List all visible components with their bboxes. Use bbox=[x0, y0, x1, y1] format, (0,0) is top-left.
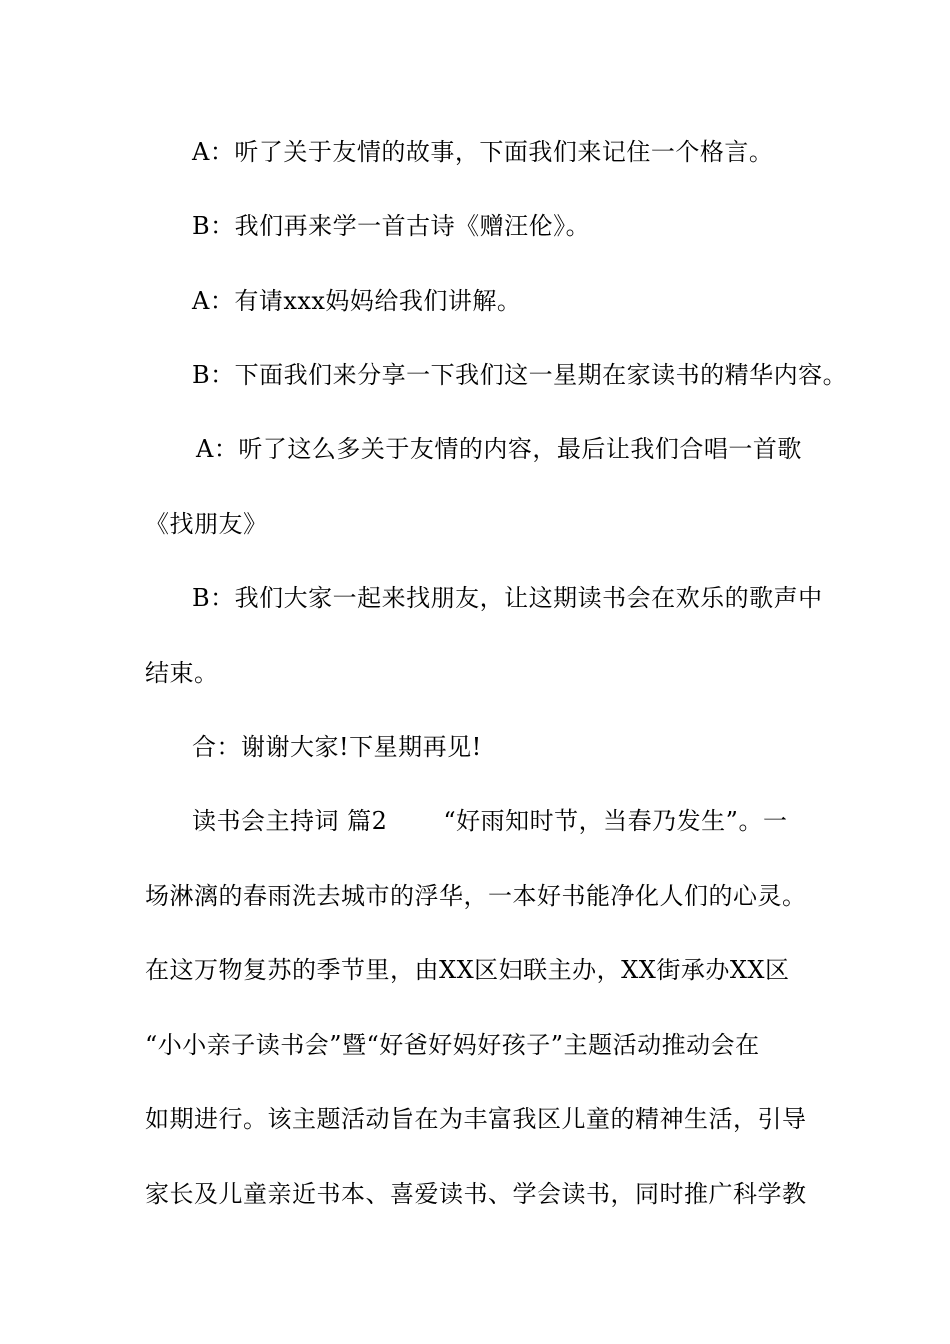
dialogue-line-a-3: A：听了这么多关于友情的内容，最后让我们合唱一首歌 bbox=[196, 435, 802, 463]
paragraph-line: 在这万物复苏的季节里，由XX区妇联主办，XX街承办XX区 bbox=[145, 956, 790, 984]
section-heading: 读书会主持词 篇2 bbox=[192, 807, 388, 835]
dialogue-line-b-1: B：我们再来学一首古诗《赠汪伦》。 bbox=[192, 212, 591, 240]
section-paragraph-first-line bbox=[192, 806, 787, 836]
dialogue-line-b-2: B：下面我们来分享一下我们这一星期在家读书的精华内容。 bbox=[192, 361, 848, 389]
dialogue-line-a-1: A：听了关于友情的故事，下面我们来记住一个格言。 bbox=[192, 138, 774, 166]
paragraph-line: 如期进行。该主题活动旨在为丰富我区儿童的精神生活，引导 bbox=[145, 1105, 807, 1133]
dialogue-line-b-3-cont: 结束。 bbox=[145, 659, 219, 687]
dialogue-line-a-3-cont: 《找朋友》 bbox=[145, 510, 268, 538]
dialogue-line-together: 合：谢谢大家!下星期再见! bbox=[192, 733, 482, 761]
paragraph-line: 场淋漓的春雨洗去城市的浮华，一本好书能净化人们的心灵。 bbox=[145, 882, 807, 910]
paragraph-line: 家长及儿童亲近书本、喜爱读书、学会读书，同时推广科学教 bbox=[145, 1180, 807, 1208]
paragraph-opening: “好雨知时节，当春乃发生”。一 bbox=[443, 807, 788, 835]
dialogue-line-a-2: A：有请xxx妈妈给我们讲解。 bbox=[192, 287, 522, 315]
paragraph-line: “小小亲子读书会”暨“好爸好妈好孩子”主题活动推动会在 bbox=[145, 1031, 760, 1059]
dialogue-line-b-3: B：我们大家一起来找朋友，让这期读书会在欢乐的歌声中 bbox=[192, 584, 823, 612]
